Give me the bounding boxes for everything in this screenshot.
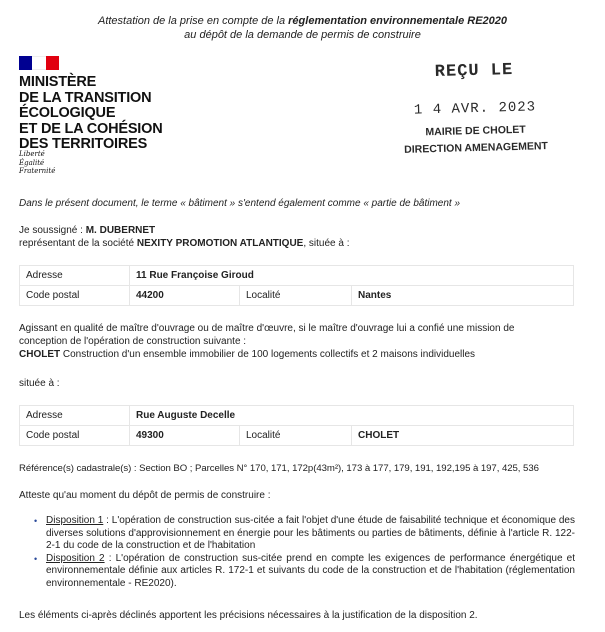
ministry-line: DES TERRITOIRES [19,136,148,152]
flag-white-stripe [32,56,45,70]
company-name: NEXITY PROMOTION ATLANTIQUE [136,238,304,249]
value-localite: Nantes [352,286,574,306]
table-row [20,286,574,306]
value-localite: CHOLET [352,426,574,446]
company-line: représentant de la société NEXITY PROMOTION ATLANTIQUE, située à : [19,238,350,249]
label-adresse: Adresse [20,406,130,426]
label-localite: Localité [240,426,352,446]
situee-label: située à : [19,378,60,389]
signatory-block [19,224,349,250]
atteste-text: Atteste qu'au moment du dépôt de permis de construire : [19,490,271,501]
value-adresse: 11 Rue Françoise Giroud [130,266,574,286]
agissant-block: Agissant en qualité de maître d'ouvrage ou de maître d'œuvre, si le maître d'ouvrage lui a confié une mission de conception de l'opération de construction suivante : CHOLET Construction d'un ensemble immobilier de 100 logements collectifs et 2 maisons individuelles [19,322,579,361]
dispositions-list [30,515,575,590]
table-row [20,266,574,286]
signatory-line: Je soussigné : M. DUBERNET [19,225,156,236]
stamp-direction: DIRECTION AMENAGEMENT [404,140,549,156]
value-code-postal: 49300 [130,426,240,446]
company-address-table [19,265,574,306]
disposition-2-label: Disposition 2 [46,552,105,564]
marianne-flag-logo [19,56,59,70]
ministry-name [19,75,163,153]
label-code-postal: Code postal [20,286,130,306]
republic-motto: Liberté Égalité Fraternité [19,150,56,175]
ministry-line: ET DE LA COHÉSION [19,120,163,137]
received-stamp [379,60,571,157]
operation-description: Construction d'un ensemble immobilier de 100 logements collectifs et 2 maisons individuelles [60,349,476,360]
flag-blue-stripe [19,56,32,70]
ministry-line: ÉCOLOGIQUE [19,105,116,121]
footer-text: Les éléments ci-après déclinés apportent les précisions nécessaires à la justification de la disposition 2. [19,610,478,621]
operation-city: CHOLET [19,349,61,360]
table-row [20,426,574,446]
label-code-postal: Code postal [20,426,130,446]
header-bold-re2020: réglementation environnementale RE2020 [288,15,508,27]
intro-text: Dans le présent document, le terme « bâtiment » s'entend également comme « partie de bâtiment » [19,198,461,209]
signatory-name: M. DUBERNET [85,225,156,236]
table-row [20,406,574,426]
list-item: • Disposition 2 : L'opération de construction sus-citée prend en compte les exigences de performance énergétique et environnementale définie aux articles R. 172-1 et suivants du code de la construction et de l'habitation (réglementation environnementale - RE2020). [30,553,575,591]
stamp-title: REÇU LE [434,60,514,83]
stamp-mairie: MAIRIE DE CHOLET [425,123,526,139]
label-localite: Localité [240,286,352,306]
flag-red-stripe [46,56,59,70]
disposition-1-label: Disposition 1 [46,515,104,526]
stamp-date: 1 4 AVR. 2023 [413,99,537,119]
operation-line [19,348,579,361]
header-line-2: au dépôt de la demande de permis de construire [184,29,421,41]
site-address-table [19,405,574,446]
value-code-postal: 44200 [130,286,240,306]
label-adresse: Adresse [20,266,130,286]
ministry-line: DE LA TRANSITION [19,89,152,106]
document-header [0,14,605,42]
ministry-line: MINISTÈRE [19,74,97,90]
value-adresse: Rue Auguste Decelle [130,406,574,426]
cadastral-reference: Référence(s) cadastrale(s) : Section BO ; Parcelles N° 170, 171, 172p(43m²), 173 à 177, 179, 191, 192,195 à 197, 425, 536 [19,463,539,474]
header-line-1: Attestation de la prise en compte de la réglementation environnementale RE2020 [97,15,508,27]
list-item: • Disposition 1 : L'opération de construction sus-citée a fait l'objet d'une étude de faisabilité technique et économique des diverses solutions d'approvisionnement en énergie pour les bâtiments ou parties de bâtiments, définie à l'article R. 122-2-1 du code de la construction et de l'habitation [30,515,575,553]
